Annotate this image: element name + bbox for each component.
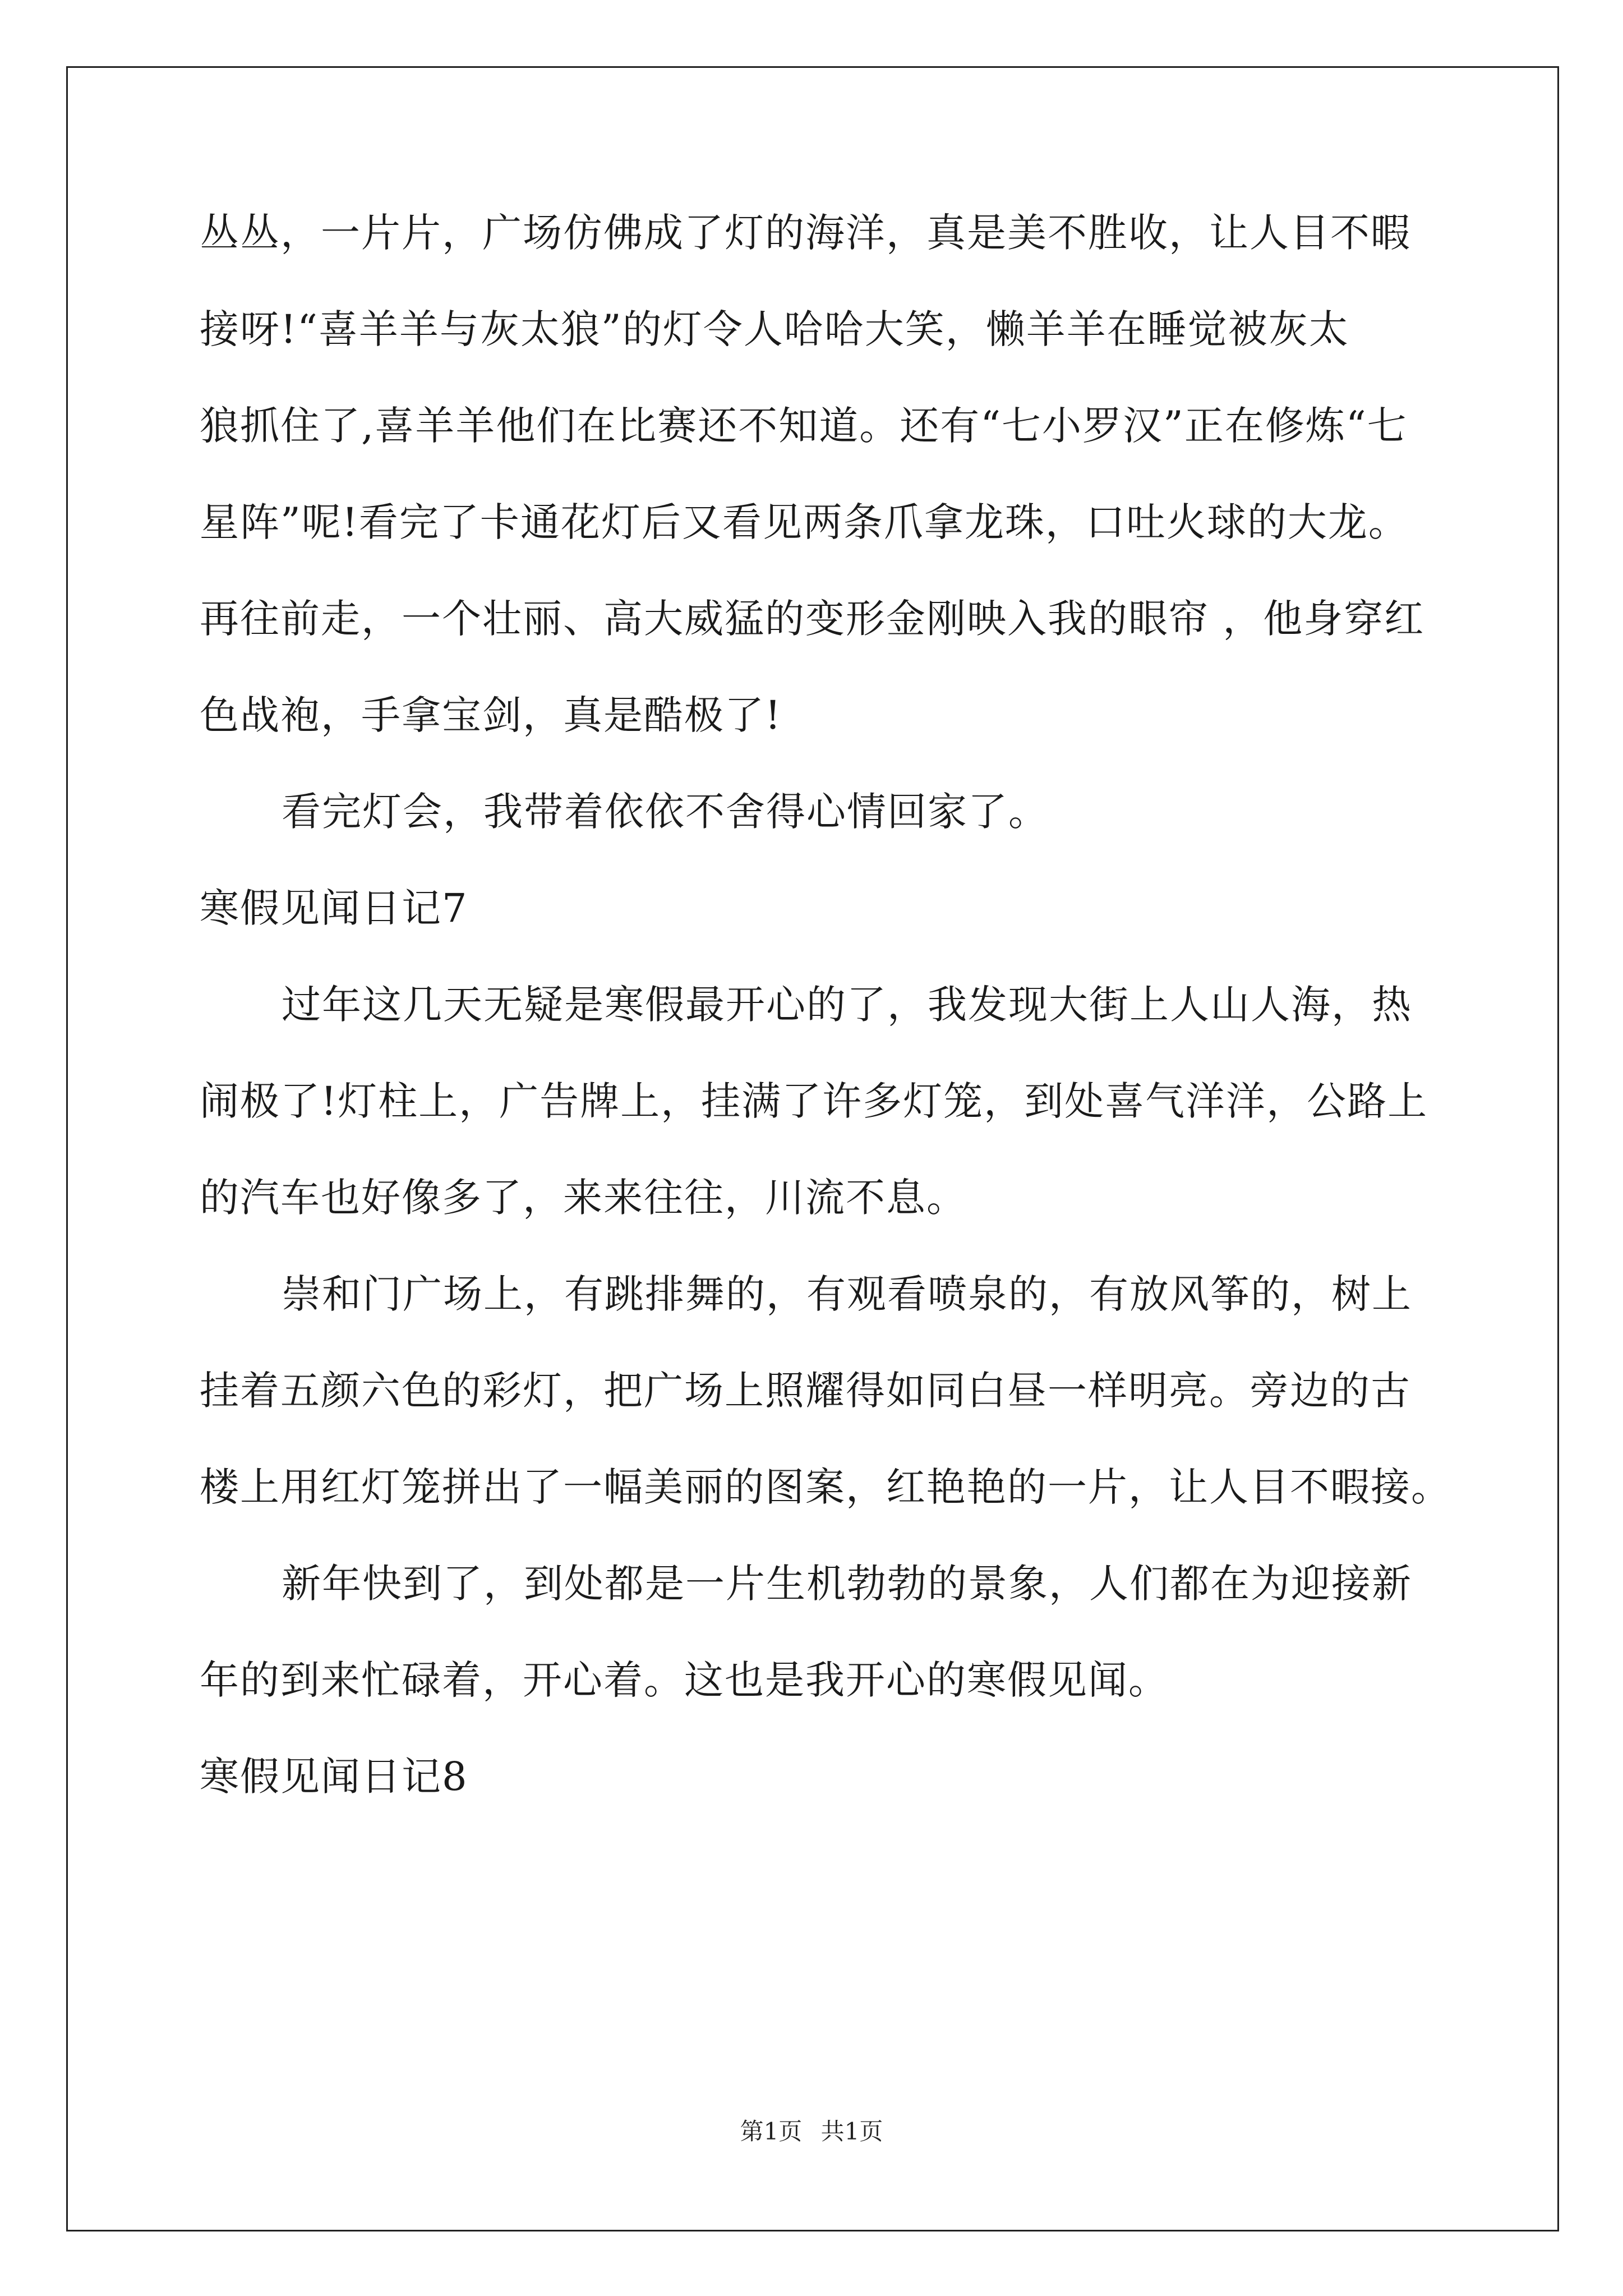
text-line-4: 星阵”呢!看完了卡通花灯后又看见两条爪拿龙珠，口吐火球的大龙。 [200, 499, 1409, 545]
text-line-2: 接呀!“喜羊羊与灰太狼”的灯令人哈哈大笑，懒羊羊在睡觉被灰太 [200, 306, 1349, 352]
text-line-9: 过年这几天无疑是寒假最开心的了，我发现大街上人山人海，热 [282, 982, 1412, 1028]
text-line-1: 丛丛，一片片，广场仿佛成了灯的海洋，真是美不胜收，让人目不暇 [200, 210, 1411, 256]
text-line-16: 年的到来忙碌着，开心着。这也是我开心的寒假见闻。 [200, 1657, 1169, 1703]
page-total: 共1页 [820, 2118, 883, 2145]
text-line-10: 闹极了!灯柱上，广告牌上，挂满了许多灯笼，到处喜气洋洋，公路上 [200, 1078, 1428, 1124]
text-line-12: 崇和门广场上，有跳排舞的，有观看喷泉的，有放风筝的，树上 [282, 1271, 1412, 1317]
text-line-7: 看完灯会，我带着依依不舍得心情回家了。 [282, 789, 1049, 835]
text-line-15: 新年快到了，到处都是一片生机勃勃的景象，人们都在为迎接新 [282, 1561, 1412, 1607]
page-number: 第1页 [740, 2118, 803, 2145]
text-line-14: 楼上用红灯笼拼出了一幅美丽的图案，红艳艳的一片，让人目不暇接。 [200, 1464, 1451, 1510]
text-line-6: 色战袍，手拿宝剑，真是酷极了! [200, 692, 782, 738]
page-border [66, 66, 1559, 2231]
page-footer [0, 2115, 1623, 2148]
text-line-13: 挂着五颜六色的彩灯，把广场上照耀得如同白昼一样明亮。旁边的古 [200, 1368, 1411, 1414]
section-heading-7: 寒假见闻日记7 [200, 885, 468, 931]
section-heading-8: 寒假见闻日记8 [200, 1754, 468, 1800]
text-line-3: 狼抓住了,喜羊羊他们在比赛还不知道。还有“七小罗汉”正在修炼“七 [200, 403, 1408, 449]
text-line-11: 的汽车也好像多了，来来往往，川流不息。 [200, 1175, 967, 1221]
text-line-5: 再往前走，一个壮丽、高大威猛的变形金刚映入我的眼帘 ，他身穿红 [200, 596, 1425, 642]
